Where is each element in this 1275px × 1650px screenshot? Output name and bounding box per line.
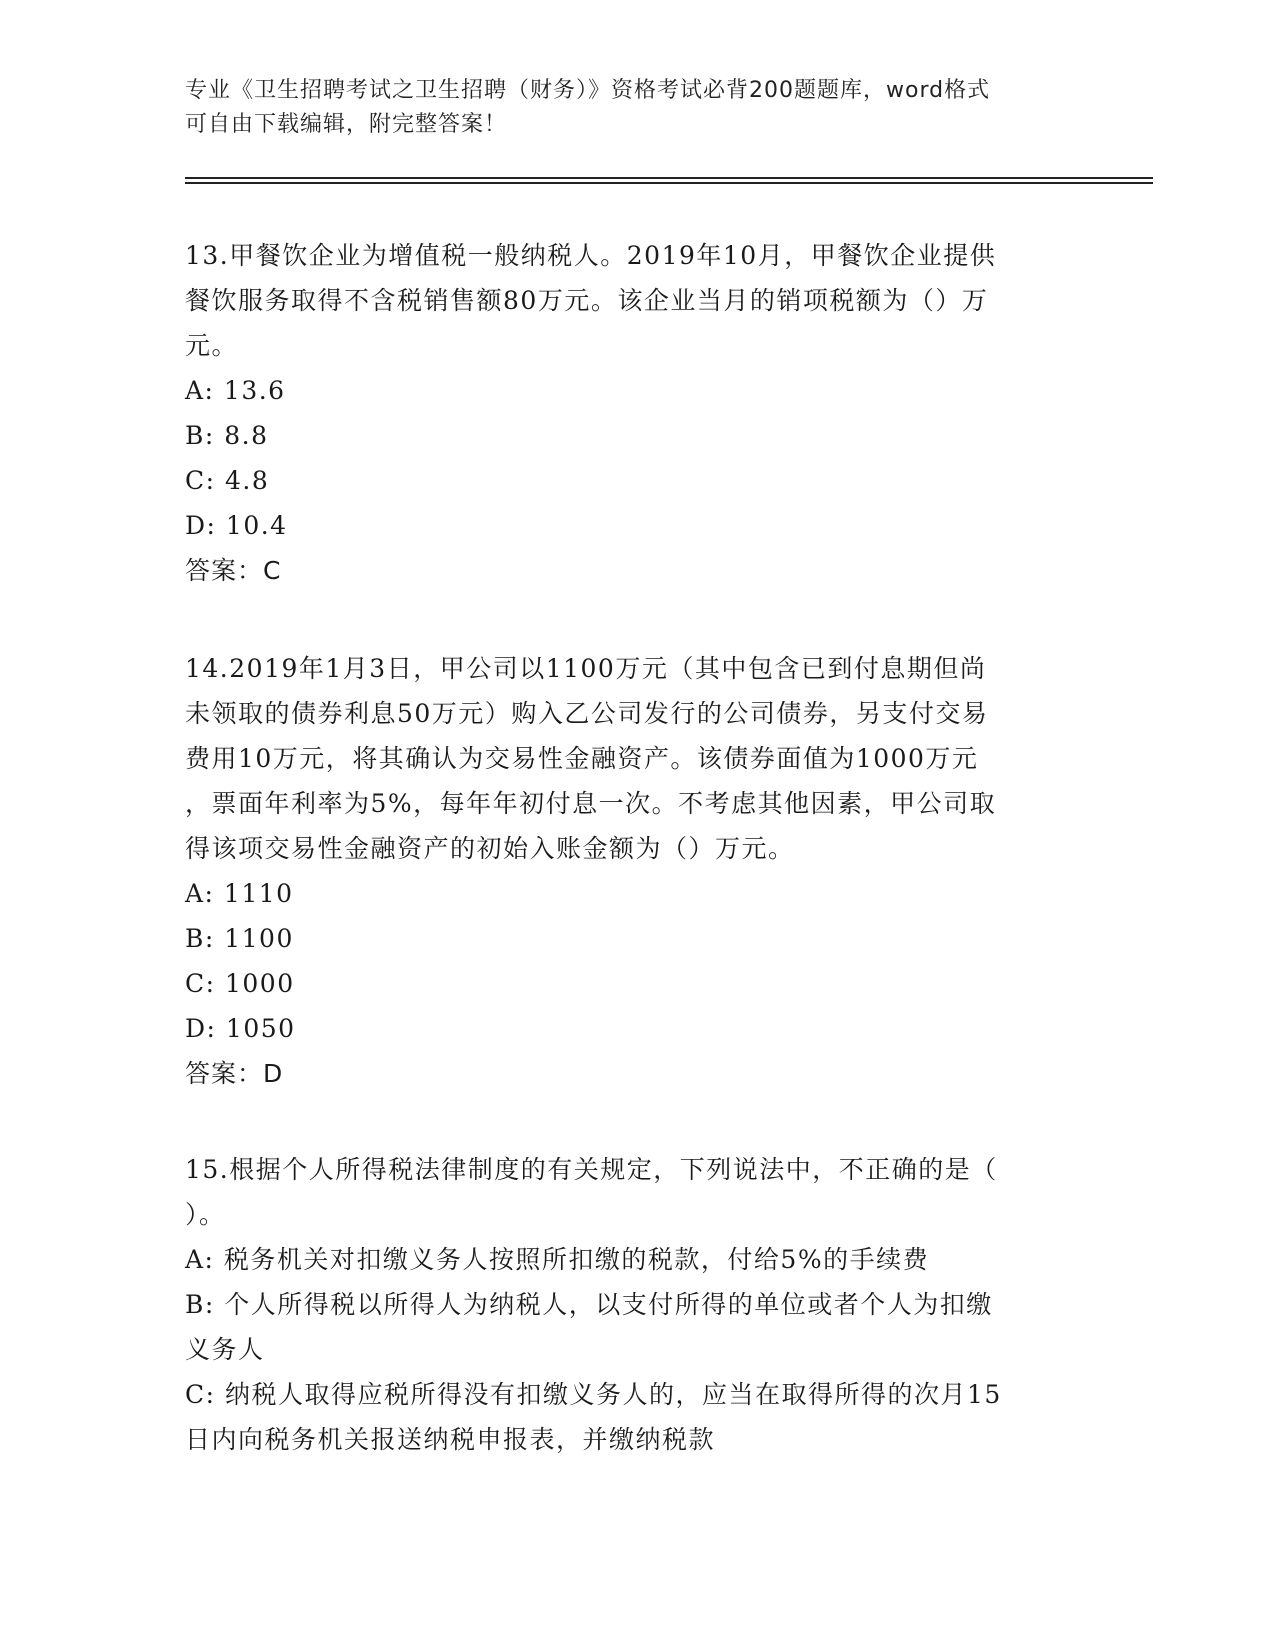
option-a: A: 税务机关对扣缴义务人按照所扣缴的税款，付给5%的手续费 — [185, 1245, 930, 1274]
question-stem-line: 费用10万元，将其确认为交易性金融资产。该债券面值为1000万元 — [185, 744, 979, 773]
question-stem-line: 元。 — [185, 331, 239, 360]
option-b: B: 个人所得税以所得人为纳税人，以支付所得的单位或者个人为扣缴 — [185, 1290, 993, 1319]
answer: 答案：C — [185, 556, 282, 585]
header-divider-bottom — [185, 182, 1153, 184]
option-b: B: 8.8 — [185, 421, 269, 450]
option-a: A: 1110 — [185, 879, 294, 908]
question-stem-line: 14.2019年1月3日，甲公司以1100万元（其中包含已到付息期但尚 — [185, 654, 987, 683]
option-c: C: 纳税人取得应税所得没有扣缴义务人的，应当在取得所得的次月15 — [185, 1380, 1002, 1409]
question-stem-line: 得该项交易性金融资产的初始入账金额为（）万元。 — [185, 834, 795, 863]
question-15 — [185, 1147, 1075, 1462]
question-stem-line: 15.根据个人所得税法律制度的有关规定，下列说法中，不正确的是（ — [185, 1155, 998, 1184]
question-14 — [185, 646, 1075, 1096]
question-stem-line: ，票面年利率为5%，每年年初付息一次。不考虑其他因素，甲公司取 — [185, 789, 997, 818]
header-line-1: 专业《卫生招聘考试之卫生招聘（财务）》资格考试必背200题题库，word格式 — [185, 78, 991, 103]
option-c: C: 4.8 — [185, 466, 270, 495]
option-a: A: 13.6 — [185, 376, 286, 405]
question-stem-line: 13.甲餐饮企业为增值税一般纳税人。2019年10月，甲餐饮企业提供 — [185, 241, 997, 270]
header-divider-top — [185, 177, 1153, 179]
option-c-continued: 日内向税务机关报送纳税申报表，并缴纳税款 — [185, 1425, 716, 1454]
question-stem-line: 餐饮服务取得不含税销售额80万元。该企业当月的销项税额为（）万 — [185, 286, 989, 315]
option-d: D: 1050 — [185, 1014, 296, 1043]
question-13 — [185, 233, 1075, 593]
option-b: B: 1100 — [185, 924, 294, 953]
question-stem-line: ）。 — [185, 1200, 226, 1229]
option-c: C: 1000 — [185, 969, 295, 998]
answer: 答案：D — [185, 1059, 284, 1088]
header-line-2: 可自由下载编辑，附完整答案！ — [185, 112, 508, 137]
option-b-continued: 义务人 — [185, 1335, 265, 1364]
question-stem-line: 未领取的债券利息50万元）购入乙公司发行的公司债券，另支付交易 — [185, 699, 989, 728]
option-d: D: 10.4 — [185, 511, 288, 540]
document-header — [185, 74, 1065, 142]
